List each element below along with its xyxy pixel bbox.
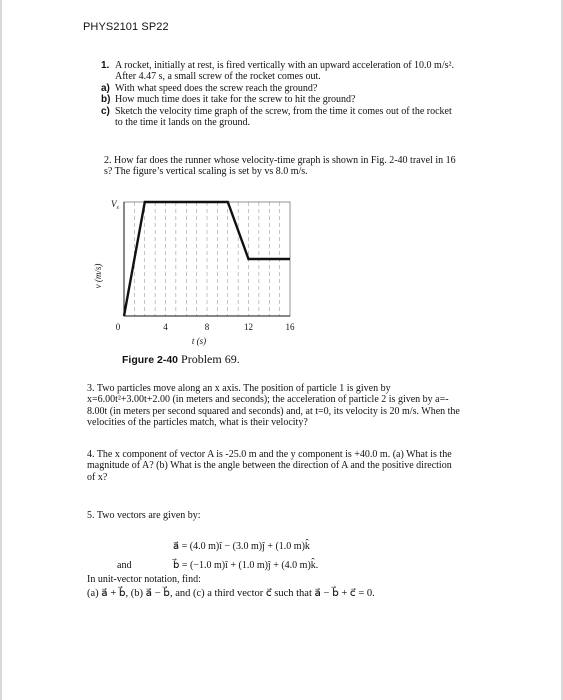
question-1b-text: How much time does it take for the screw to hit the ground? bbox=[115, 94, 356, 106]
graph-tick-labels bbox=[116, 322, 295, 332]
question-1a-label: a) bbox=[101, 82, 110, 94]
document-header: PHYS2101 SP22 bbox=[83, 21, 169, 33]
vector-a-definition: a⃗ = (4.0 m)î − (3.0 m)ĵ + (1.0 m)k̂ bbox=[173, 541, 310, 552]
question-5-parts: (a) a⃗ + b⃗, (b) a⃗ − b⃗, and (c) a third vector c⃗ such that a⃗ − b⃗ + c⃗ = 0. bbox=[87, 588, 375, 599]
question-1c-label: c) bbox=[101, 105, 110, 117]
question-4-line-1: 4. The x component of vector A is -25.0 m and the y component is +40.0 m. (a) What is the bbox=[87, 449, 452, 460]
question-4-line-2: magnitude of A? (b) What is the angle between the direction of A and the positive direction bbox=[87, 460, 452, 472]
figure-caption bbox=[122, 352, 240, 367]
question-2 bbox=[104, 155, 504, 178]
question-4-line-3: of x? bbox=[87, 471, 108, 483]
question-4 bbox=[87, 449, 487, 483]
question-1a-text: With what speed does the screw reach the ground? bbox=[115, 82, 318, 94]
question-1-number: 1. bbox=[101, 60, 110, 71]
y-axis-label: v (m/s) bbox=[93, 263, 103, 289]
question-1-line-1: A rocket, initially at rest, is fired vertically with an upward acceleration of 10.0 m/s². bbox=[115, 60, 455, 71]
question-5-intro: 5. Two vectors are given by: bbox=[87, 510, 201, 521]
velocity-time-graph bbox=[85, 190, 315, 355]
x-tick-label: 12 bbox=[244, 322, 253, 332]
question-3-line-1: 3. Two particles move along an x axis. The position of particle 1 is given by bbox=[87, 383, 391, 394]
question-1b-label: b) bbox=[101, 94, 111, 106]
x-tick-label: 4 bbox=[163, 322, 168, 332]
x-tick-label: 0 bbox=[115, 322, 121, 332]
question-3-line-4: velocities of the particles match, what is their velocity? bbox=[87, 417, 308, 429]
question-3-line-3: 8.00t (in meters per second squared and seconds) and, at t=0, its velocity is 20 m/s. When the bbox=[87, 405, 460, 417]
vector-and-word: and bbox=[117, 560, 132, 571]
question-5-instruction: In unit-vector notation, find: bbox=[87, 574, 201, 585]
vector-b-definition: b⃗ = (−1.0 m)î + (1.0 m)ĵ + (4.0 m)k̂. bbox=[173, 560, 319, 571]
question-1-line-2: After 4.47 s, a small screw of the rocket comes out. bbox=[115, 71, 321, 83]
question-2-line-2: s? The figure’s vertical scaling is set by vs 8.0 m/s. bbox=[104, 166, 308, 178]
figure-number: Figure 2-40 bbox=[122, 354, 179, 366]
x-tick-label: 16 bbox=[285, 322, 295, 332]
x-axis-label: t (s) bbox=[191, 336, 207, 346]
page-edge-left bbox=[0, 0, 2, 700]
question-1c-text-1: Sketch the velocity time graph of the screw, from the time it comes out of the rocket bbox=[115, 105, 452, 117]
question-1c-text-2: to the time it lands on the ground. bbox=[115, 117, 250, 129]
question-2-line-1: 2. How far does the runner whose velocity-time graph is shown in Fig. 2-40 travel in 16 bbox=[104, 155, 456, 166]
question-3 bbox=[87, 383, 497, 429]
question-1 bbox=[101, 60, 521, 128]
question-3-line-2: x=6.00t²+3.00t+2.00 (in meters and seconds); the acceleration of particle 2 is given by a=- bbox=[87, 394, 449, 406]
vs-label: $V_s$ bbox=[111, 199, 119, 211]
figure-caption-text: Problem 69. bbox=[181, 352, 240, 366]
x-tick-label: 8 bbox=[204, 322, 210, 332]
